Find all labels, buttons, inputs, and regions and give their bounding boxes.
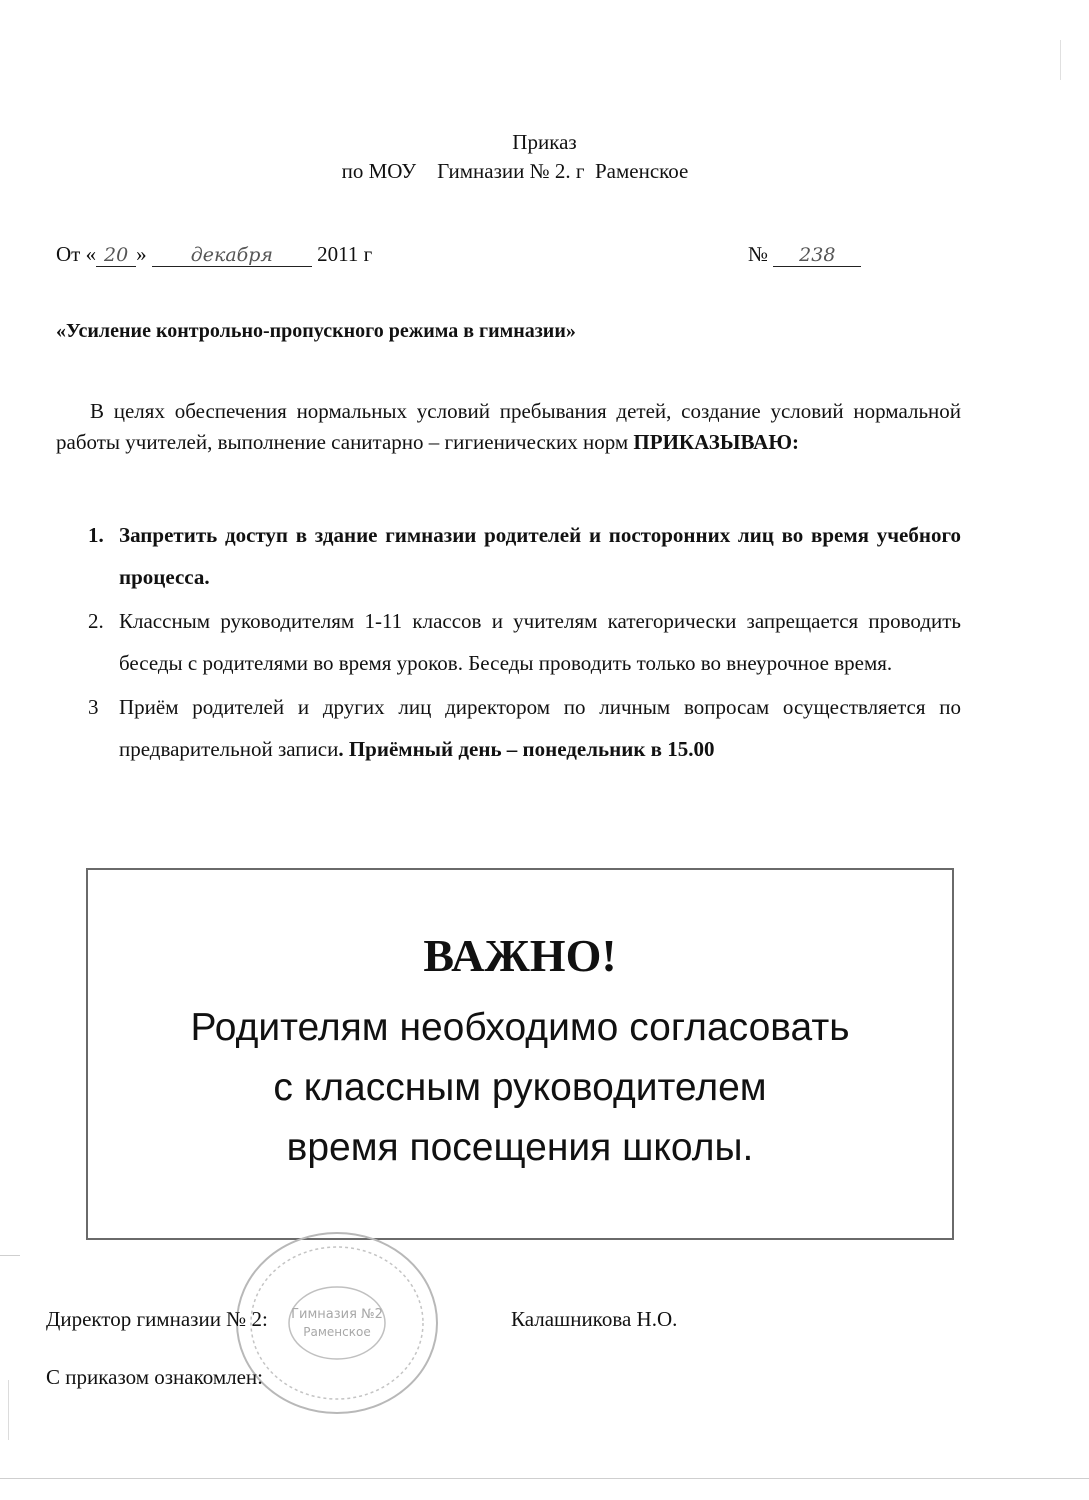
order-number: 238 [799, 244, 836, 266]
date-row [56, 239, 372, 269]
intro-paragraph [56, 396, 961, 458]
item-text: Запретить доступ в здание гимназии родителей и посторонних лиц во время учебного процесса. [119, 523, 961, 589]
important-line: время посещения школы. [286, 1126, 754, 1169]
order-number-blank [773, 242, 861, 267]
item-number: 3 [88, 695, 99, 719]
item-text: Приём родителей и других лиц директором по личным вопросам осуществляется по предварительной записи [119, 695, 961, 761]
order-word: ПРИКАЗЫВАЮ: [633, 430, 799, 454]
date-day-blank [96, 242, 136, 267]
signature-role: Директор гимназии № 2: [46, 1307, 268, 1331]
order-number-row [748, 239, 861, 269]
important-line: с классным руководителем [273, 1066, 767, 1109]
item-number: 1. [88, 523, 104, 547]
scan-edge-line [0, 1478, 1089, 1479]
date-month: декабря [190, 244, 273, 266]
scan-mark [0, 1255, 20, 1256]
acknowledgement-line: С приказом ознакомлен: [46, 1365, 264, 1389]
date-day: 20 [104, 244, 129, 266]
date-year: 2011 г [317, 242, 373, 266]
scan-mark [8, 1380, 9, 1440]
order-title: «Усиление контрольно-пропускного режима в гимназии» [56, 320, 576, 342]
stamp-center-line1: Гимназия №2 [291, 1307, 383, 1322]
header-title: Приказ [512, 130, 577, 154]
list-item [56, 600, 961, 684]
intro-text: В целях обеспечения нормальных условий пребывания детей, создание условий нормальной работы учителей, выполнение санитарно – гигиенических норм [56, 399, 961, 454]
important-title: ВАЖНО! [423, 930, 617, 981]
order-number-label: № [748, 242, 769, 266]
list-item [56, 514, 961, 598]
important-line: Родителям необходимо согласовать [190, 1006, 850, 1049]
scan-mark [1060, 40, 1061, 80]
date-month-blank [152, 242, 312, 267]
important-text [88, 998, 952, 1178]
important-notice-box [86, 868, 954, 1240]
date-prefix: От « [56, 242, 97, 266]
item-number: 2. [88, 609, 104, 633]
header-organization: по МОУ Гимназии № 2. г Раменское [341, 159, 689, 183]
list-item [56, 686, 961, 770]
stamp-center-line2: Раменское [303, 1325, 371, 1339]
item-text: Классным руководителям 1-11 классов и учителям категорически запрещается проводить беседы с родителями во время уроков. Беседы проводить только во внеурочное время. [119, 609, 961, 675]
date-mid: » [136, 242, 147, 266]
item-bold-tail: . Приёмный день – понедельник в 15.00 [338, 737, 715, 761]
signature-name: Калашникова Н.О. [511, 1307, 678, 1331]
order-items [56, 514, 961, 772]
